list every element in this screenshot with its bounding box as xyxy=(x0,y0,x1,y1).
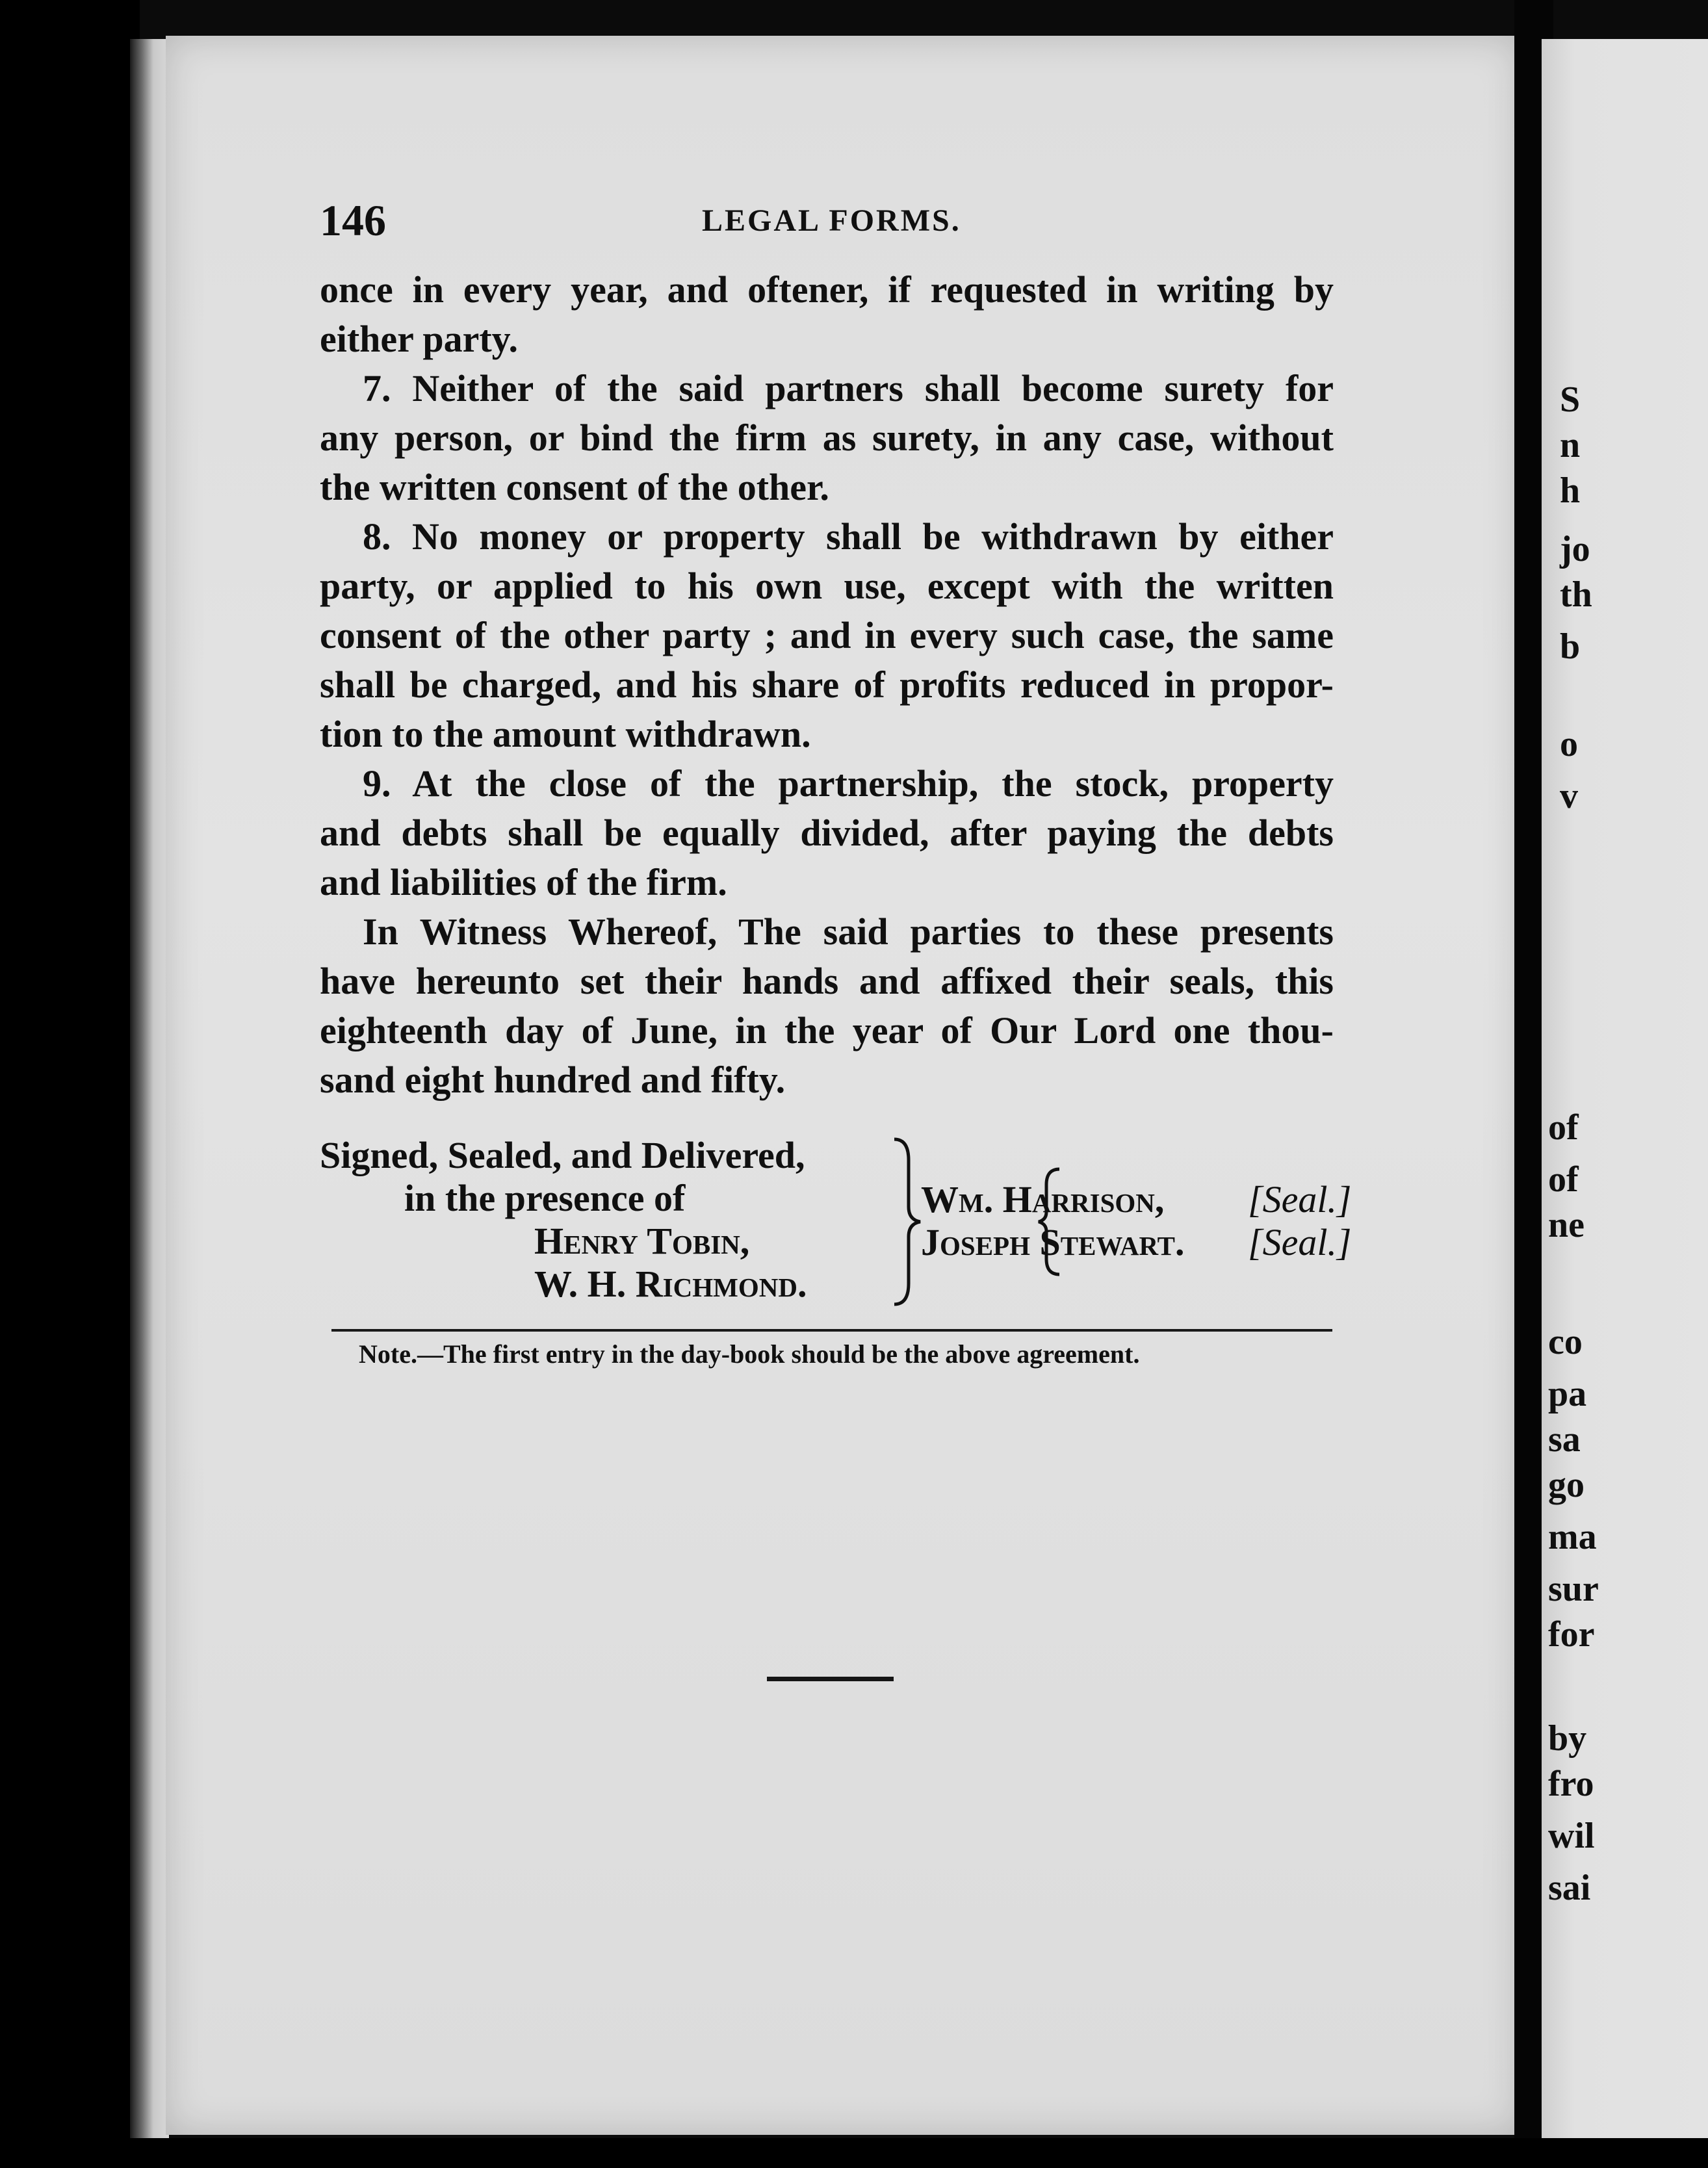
body-line: 8. No money or property shall be withdrawn by either xyxy=(363,515,1334,558)
witness-name: W. H. Richmond. xyxy=(534,1263,807,1305)
facing-page-fragment: jo xyxy=(1560,529,1590,569)
party-name: Joseph Stewart. xyxy=(921,1221,1185,1263)
facing-page-fragment: of xyxy=(1548,1107,1579,1148)
facing-page-fragment: sa xyxy=(1548,1419,1581,1460)
body-line: have hereunto set their hands and affixed their seals, this xyxy=(320,960,1334,1002)
facing-page-fragment: co xyxy=(1548,1322,1583,1362)
body-line: and debts shall be equally divided, after paying the debts xyxy=(320,812,1334,854)
facing-page-fragment: for xyxy=(1548,1614,1595,1655)
signature-block xyxy=(320,1134,1352,1310)
page-number: 146 xyxy=(320,196,386,245)
facing-page-fragment: ma xyxy=(1548,1517,1597,1557)
body-line: and liabilities of the firm. xyxy=(320,861,727,903)
horizontal-rule xyxy=(331,1329,1332,1332)
witness-caption-line-1: Signed, Sealed, and Delivered, xyxy=(320,1134,805,1176)
facing-page-fragment: h xyxy=(1560,471,1581,511)
facing-page-fragment: sai xyxy=(1548,1868,1591,1908)
witness-caption-line-2: in the presence of xyxy=(404,1177,686,1219)
body-line: consent of the other party ; and in every such case, the same xyxy=(320,614,1334,656)
body-line: 9. At the close of the partnership, the stock, property xyxy=(363,762,1334,805)
facing-page-fragment: go xyxy=(1548,1465,1585,1505)
party-name: Wm. Harrison, xyxy=(921,1178,1165,1220)
facing-page-fragment: th xyxy=(1560,574,1592,615)
facing-page-fragment: o xyxy=(1560,724,1578,764)
body-line: either party. xyxy=(320,318,518,360)
right-brace xyxy=(892,1134,924,1310)
facing-page-fragment: of xyxy=(1548,1159,1579,1200)
body-line: 7. Neither of the said partners shall become surety for xyxy=(363,367,1334,409)
body-line: party, or applied to his own use, except with the written xyxy=(320,565,1334,607)
body-line: shall be charged, and his share of profits reduced in propor- xyxy=(320,664,1334,706)
facing-page-fragment: S xyxy=(1560,380,1581,420)
book-spine-shadow xyxy=(130,39,169,2138)
body-line: In Witness Whereof, The said parties to these presents xyxy=(363,910,1334,953)
facing-page-fragment: sur xyxy=(1548,1569,1599,1609)
body-line: eighteenth day of June, in the year of Our Lord one thou- xyxy=(320,1009,1334,1052)
footnote: Note.—The first entry in the day-book should be the above agreement. xyxy=(359,1339,1140,1369)
facing-page-fragment: fro xyxy=(1548,1764,1594,1804)
scan-left-border xyxy=(0,0,140,2168)
end-rule xyxy=(767,1677,894,1681)
facing-page-fragment: pa xyxy=(1548,1374,1587,1414)
facing-page-fragment: v xyxy=(1560,776,1578,816)
body-line: any person, or bind the firm as surety, in any case, without xyxy=(320,417,1334,459)
seal-label: [Seal.] xyxy=(1248,1221,1352,1263)
page-body xyxy=(320,265,1334,1105)
facing-page-fragment: ne xyxy=(1548,1205,1585,1245)
running-title: LEGAL FORMS. xyxy=(702,203,961,238)
body-line: the written consent of the other. xyxy=(320,466,829,508)
body-line: once in every year, and oftener, if requested in writing by xyxy=(320,268,1334,311)
body-line: sand eight hundred and fifty. xyxy=(320,1059,786,1101)
scan-bottom-border xyxy=(0,2138,1708,2168)
seal-label: [Seal.] xyxy=(1248,1178,1352,1220)
facing-page-fragment: b xyxy=(1560,626,1581,667)
witness-name: Henry Tobin, xyxy=(534,1220,750,1262)
facing-page-fragment: by xyxy=(1548,1718,1587,1759)
facing-page-fragment: wil xyxy=(1548,1816,1595,1856)
body-line: tion to the amount withdrawn. xyxy=(320,713,811,755)
facing-page xyxy=(1542,39,1708,2138)
facing-page-fragment: n xyxy=(1560,425,1581,465)
